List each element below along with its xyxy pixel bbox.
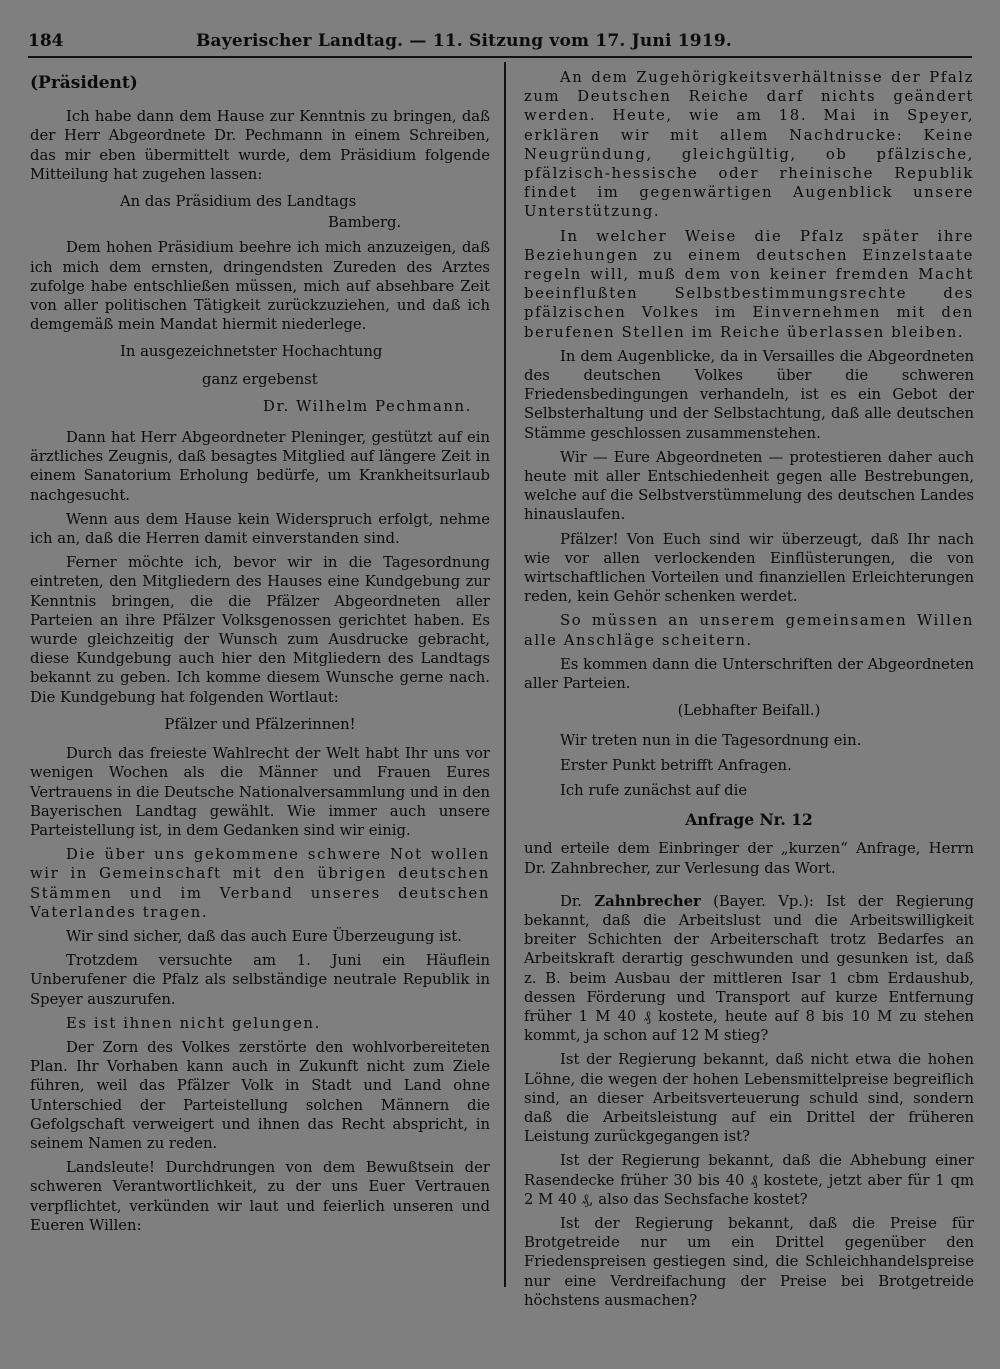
paragraph: Wir treten nun in die Tagesordnung ein. — [560, 731, 862, 749]
applause-note: (Lebhafter Beifall.) — [677, 702, 821, 720]
paragraph: Ist der Regierung bekannt, daß die Preise für Brotgetreide nur um ein Drittel gegenüber den Friedenspreisen gestiegen sind, die Schleichhandelspreise nur eine Verdreifachung der Preise bei Brotgetreide höchstens ausmachen? — [524, 1214, 974, 1309]
speaker-name: Zahnbrecher — [594, 892, 701, 910]
paragraph: Der Zorn des Volkes zerstörte den wohlvorbereiteten Plan. Ihr Vorhaben kann auch in Zukunft nicht zum Ziele führen, weil das Pfälzer Volk in Stadt und Land ohne Unterschied der Parteistellung solchen Männern die Gefolgschaft verweigert und ihnen das Recht abspricht, in seinem Namen zu reden. — [30, 1038, 490, 1152]
letter-closing: ganz ergebenst — [202, 370, 318, 388]
right-column — [524, 68, 974, 1315]
section-heading: Anfrage Nr. 12 — [685, 810, 813, 830]
paragraph: Erster Punkt betrifft Anfragen. — [560, 756, 792, 774]
paragraph: Es ist ihnen nicht gelungen. — [66, 1014, 321, 1032]
paragraph: Es kommen dann die Unterschriften der Abgeordneten aller Parteien. — [524, 655, 974, 693]
paragraph: Ich rufe zunächst auf die — [560, 781, 748, 799]
proclamation-title: Pfälzer und Pfälzerinnen! — [164, 715, 356, 733]
paragraph: Ich habe dann dem Hause zur Kenntnis zu bringen, daß der Herr Abgeordnete Dr. Pechmann in einem Schreiben, das mir eben übermittelt wurde, dem Präsidium folgende Mitteilung hat zugehen lassen: — [30, 108, 490, 183]
paragraph: Dann hat Herr Abgeordneter Pleninger, gestützt auf ein ärztliches Zeugnis, daß besagtes Mitglied auf längere Zeit in einem Sanatorium Erholung bedürfe, um Krankheitsurlaub nachgesucht. — [30, 429, 490, 504]
column-divider — [504, 62, 506, 1287]
paragraph: So müssen an unserem gemeinsamen Willen alle Anschläge scheitern. — [524, 612, 974, 649]
paragraph: Trotzdem versuchte am 1. Juni ein Häuflein Unberufener die Pfalz als selbständige neutrale Republik in Speyer auszurufen. — [30, 952, 490, 1008]
question-text: Ist der Regierung bekannt, daß die Arbeitslust und die Arbeitswilligkeit breiter Schichten der Arbeiterschaft trotz Bedarfes an Arbeitskraft derartig geschwunden und gesunken ist, daß z. B. beim Ausbau der mittleren Isar 1 cbm Erdaushub, dessen Förderung und Transport auf kurze Entfernung früher 1 M 40 ₰ kostete, heute auf 8 bis 10 M zu stehen kommt, ja schon auf 12 M stieg? — [524, 892, 975, 1045]
speaker-label: (Präsident) — [30, 73, 138, 93]
paragraph: An dem Zugehörigkeitsverhältnisse der Pfalz zum Deutschen Reiche darf nichts geändert werden. Heute, wie am 18. Mai in Speyer, erklären wir mit allem Nachdrucke: Keine Neugründung, gleichgültig, ob pfälzische, pfälzisch-hessische oder rheinische Republik findet im gegenwärtigen Augenblick unsere Unterstützung. — [524, 69, 974, 221]
paragraph: In dem Augenblicke, da in Versailles die Abgeordneten des deutschen Volkes über die schweren Friedensbedingungen verhandeln, ist es ein Gebot der Selbsterhaltung und der Selbstachtung, daß alle deutschen Stämme geschlossen zusammenstehen. — [524, 347, 974, 442]
paragraph: Pfälzer! Von Euch sind wir überzeugt, daß Ihr nach wie vor allen verlockenden Einflüsterungen, die von wirtschaftlichen Vorteilen und finanziellen Erleichterungen reden, kein Gehör schenken werdet. — [524, 530, 974, 606]
letter-place: Bamberg. — [328, 214, 402, 232]
page-header — [28, 30, 972, 54]
paragraph: Die über uns gekommene schwere Not wollen wir in Gemeinschaft mit den übrigen deutschen Stämmen und im Verband unseres deutschen Vaterlandes tragen. — [30, 846, 490, 921]
left-column — [30, 68, 490, 1240]
paragraph: Wir — Eure Abgeordneten — protestieren daher auch heute mit aller Entschiedenheit gegen alle Bestrebungen, welche auf die Selbstverstümmelung des deutschen Landes hinauslaufen. — [524, 448, 974, 524]
paragraph: Ferner möchte ich, bevor wir in die Tagesordnung eintreten, den Mitgliedern des Hauses eine Kundgebung zur Kenntnis bringen, die die Pfälzer Abgeordneten aller Parteien an ihre Pfälzer Volksgenossen gerichtet haben. Es wurde gleichzeitig der Wunsch zum Ausdrucke gebracht, diese Kundgebung auch hier den Mitgliedern des Landtags bekannt zu geben. Ich komme diesem Wunsche gerne nach. Die Kundgebung hat folgenden Wortlaut: — [30, 554, 490, 706]
speaker-prefix: Dr. — [560, 892, 595, 910]
letter-greeting: In ausgezeichnetster Hochachtung — [120, 343, 383, 361]
running-title: Bayerischer Landtag. — 11. Sitzung vom 17. Juni 1919. — [195, 31, 732, 51]
paragraph: und erteile dem Einbringer der „kurzen“ Anfrage, Herrn Dr. Zahnbrecher, zur Verlesung das Wort. — [524, 840, 974, 877]
letter-address: An das Präsidium des Landtags — [120, 193, 357, 211]
paragraph: Wir sind sicher, daß das auch Eure Überzeugung ist. — [66, 927, 462, 945]
paragraph: Ist der Regierung bekannt, daß die Abhebung einer Rasendecke früher 30 bis 40 ₰ kostete, jetzt aber für 1 qm 2 M 40 ₰, also das Sechsfache kostet? — [524, 1152, 974, 1208]
speech-opening — [524, 892, 974, 1046]
speaker-party: (Bayer. Vp.): — [700, 892, 827, 910]
paragraph: Durch das freieste Wahlrecht der Welt habt Ihr uns vor wenigen Wochen als die Männer und Frauen Eures Vertrauens in die Deutsche Nationalversammlung und in den Bayerischen Landtag gewählt. Wie immer auch unsere Parteistellung ist, in dem Gedanken sind wir einig. — [30, 745, 490, 839]
paragraph: Ist der Regierung bekannt, daß nicht etwa die hohen Löhne, die wegen der hohen Lebensmittelpreise begreiflich sind, an dieser Arbeitsverteuerung schuld sind, sondern daß die Arbeitsleistung auf ein Drittel der früheren Leistung zurückgegangen ist? — [524, 1051, 974, 1146]
letter-signature: Dr. Wilhelm Pechmann. — [263, 397, 472, 415]
paragraph: Wenn aus dem Hause kein Widerspruch erfolgt, nehme ich an, daß die Herren damit einverstanden sind. — [30, 510, 490, 548]
paragraph: In welcher Weise die Pfalz später ihre Beziehungen zu einem deutschen Einzelstaate regeln will, muß dem von keiner fremden Macht beeinflußten Selbstbestimmungsrechte des pfälzischen Volkes im Einvernehmen mit den berufenen Stellen im Reiche überlassen bleiben. — [524, 227, 974, 341]
page-number: 184 — [28, 31, 64, 51]
header-rule — [28, 56, 972, 58]
paragraph: Landsleute! Durchdrungen von dem Bewußtsein der schweren Verantwortlichkeit, zu der uns Euer Vertrauen verpflichtet, verkünden wir laut und feierlich unseren und Eueren Willen: — [30, 1159, 490, 1234]
letter-body: Dem hohen Präsidium beehre ich mich anzuzeigen, daß ich mich dem ernsten, dringendsten Zureden des Arztes zufolge habe entschließen müssen, mich auf absehbare Zeit von aller politischen Tätigkeit zurückzuziehen, und daß ich demgemäß mein Mandat hiermit niederlege. — [30, 239, 490, 334]
